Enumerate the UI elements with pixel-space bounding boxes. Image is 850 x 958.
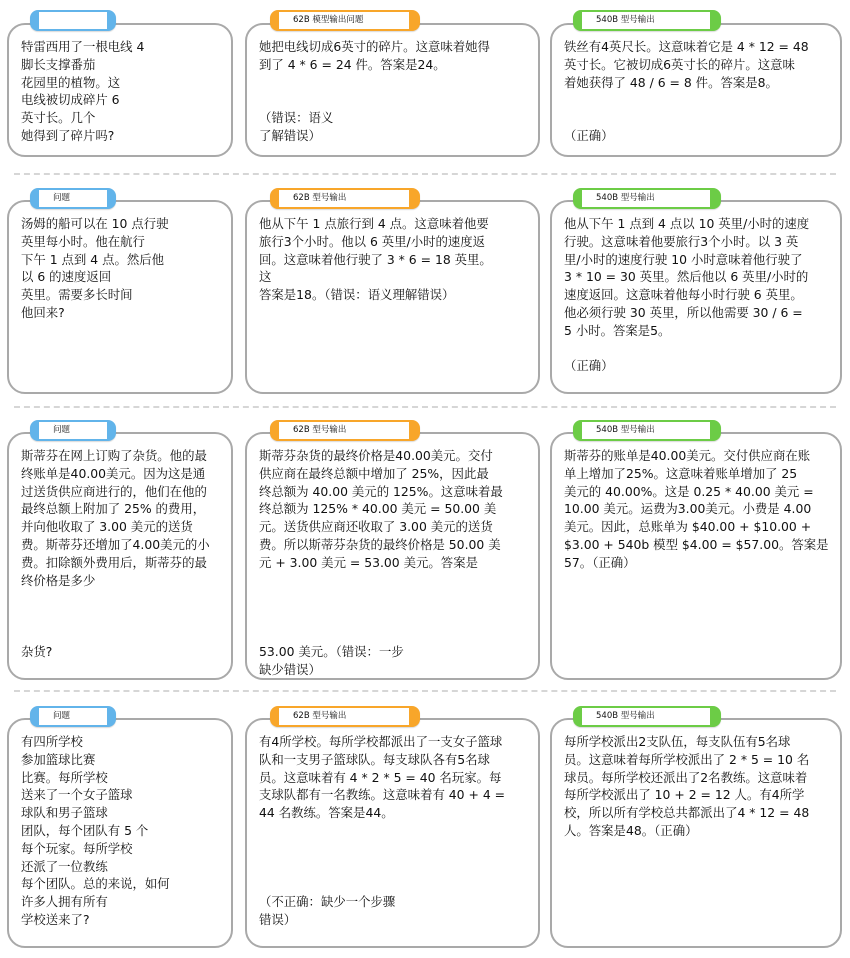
question-tag: 问题 [30,420,116,441]
question-card: 斯蒂芬在网上订购了杂货。他的最 终账单是40.00美元。因为这是通 过送货供应商进行的，他们在他的 最终总额上附加了 25% 的费用， 并向他收取了 3.00 美元的送货 费。斯蒂芬还增加了4.00美元的小 费。扣除额外费用后，斯蒂芬的最 终价格是多少 杂货? [7,432,233,680]
question-card: 特雷西用了一根电线 4 脚长支撑番茄 花园里的植物。这 电线被切成碎片 6 英寸长。几个 她得到了碎片吗? [7,23,233,157]
model-540b-tag: 540B 型号输出 [573,10,721,31]
model-540b-card: 铁丝有4英尺长。这意味着它是 4 * 12 = 48 英寸长。它被切成6英寸长的碎片。这意味 着她获得了 48 / 6 = 8 件。答案是8。 （正确） [550,23,842,157]
model-62b-tag: 62B 型号输出 [270,706,420,727]
question-card: 汤姆的船可以在 10 点行驶 英里每小时。他在航行 下午 1 点到 4 点。然后他 以 6 的速度返回 英里。需要多长时间 他回来? [7,200,233,394]
question-card: 有四所学校 参加篮球比赛 比赛。每所学校 送来了一个女子篮球 球队和男子篮球 团队，每个团队有 5 个 每个玩家。每所学校 还派了一位教练 每个团队。总的来说，如何 许多人拥有所有 学校送来了? [7,718,233,948]
model-540b-tag: 540B 型号输出 [573,706,721,727]
model-62b-tag: 62B 模型输出问题 [270,10,420,31]
question-tag: 问题 [30,188,116,209]
model-540b-tag: 540B 型号输出 [573,420,721,441]
model-540b-card: 他从下午 1 点到 4 点以 10 英里/小时的速度 行驶。这意味着他要旅行3个小时。以 3 英 里/小时的速度行驶 10 小时意味着他行驶了 3 * 10 = 30 英里。然后他以 6 英里/小时的 速度返回。这意味着他每小时行驶 6 英里。 他必须行驶 30 英里，所以他需要 30 / 6 = 5 小时。答案是5。 （正确） [550,200,842,394]
model-62b-card: 斯蒂芬杂货的最终价格是40.00美元。交付 供应商在最终总额中增加了 25%，因此最 终总额为 40.00 美元的 125%。这意味着最 终总额为 125% * 40.00 美元 = 50.00 美 元。送货供应商还收取了 3.00 美元的送货 费。所以斯蒂芬杂货的最终价格是 50.00 美 元 + 3.00 美元 = 53.00 美元。答案是 53.00 美元。（错误：一步 缺少错误） [245,432,540,680]
model-62b-card: 她把电线切成6英寸的碎片。这意味着她得 到了 4 * 6 = 24 件。答案是24。 （错误：语义 了解错误） [245,23,540,157]
model-62b-tag: 62B 型号输出 [270,420,420,441]
model-540b-card: 每所学校派出2支队伍，每支队伍有5名球 员。这意味着每所学校派出了 2 * 5 = 10 名 球员。每所学校还派出了2名教练。这意味着 每所学校派出了 10 + 2 = 12 人。有4所学 校，所以所有学校总共都派出了4 * 12 = 48 人。答案是48。（正确） [550,718,842,948]
question-tag: 问题 [30,706,116,727]
model-62b-card: 他从下午 1 点旅行到 4 点。这意味着他要 旅行3个小时。他以 6 英里/小时的速度返 回。这意味着他行驶了 3 * 6 = 18 英里。 这 答案是18。（错误：语义理解错误） [245,200,540,394]
model-62b-card: 有4所学校。每所学校都派出了一支女子篮球 队和一支男子篮球队。每支球队各有5名球 员。这意味着有 4 * 2 * 5 = 40 名玩家。每 支球队都有一名教练。这意味着有 40 + 4 = 44 名教练。答案是44。 （不正确：缺少一个步骤 错误） [245,718,540,948]
model-540b-card: 斯蒂芬的账单是40.00美元。交付供应商在账 单上增加了25%。这意味着账单增加了 25 美元的 40.00%。这是 0.25 * 40.00 美元 = 10.00 美元。运费为3.00美元。小费是 4.00 美元。因此，总账单为 $40.00 + $10.00 + $3.00 + 540b 模型 $4.00 = $57.00。答案是 57。（正确） [550,432,842,680]
model-540b-tag: 540B 型号输出 [573,188,721,209]
model-62b-tag: 62B 型号输出 [270,188,420,209]
